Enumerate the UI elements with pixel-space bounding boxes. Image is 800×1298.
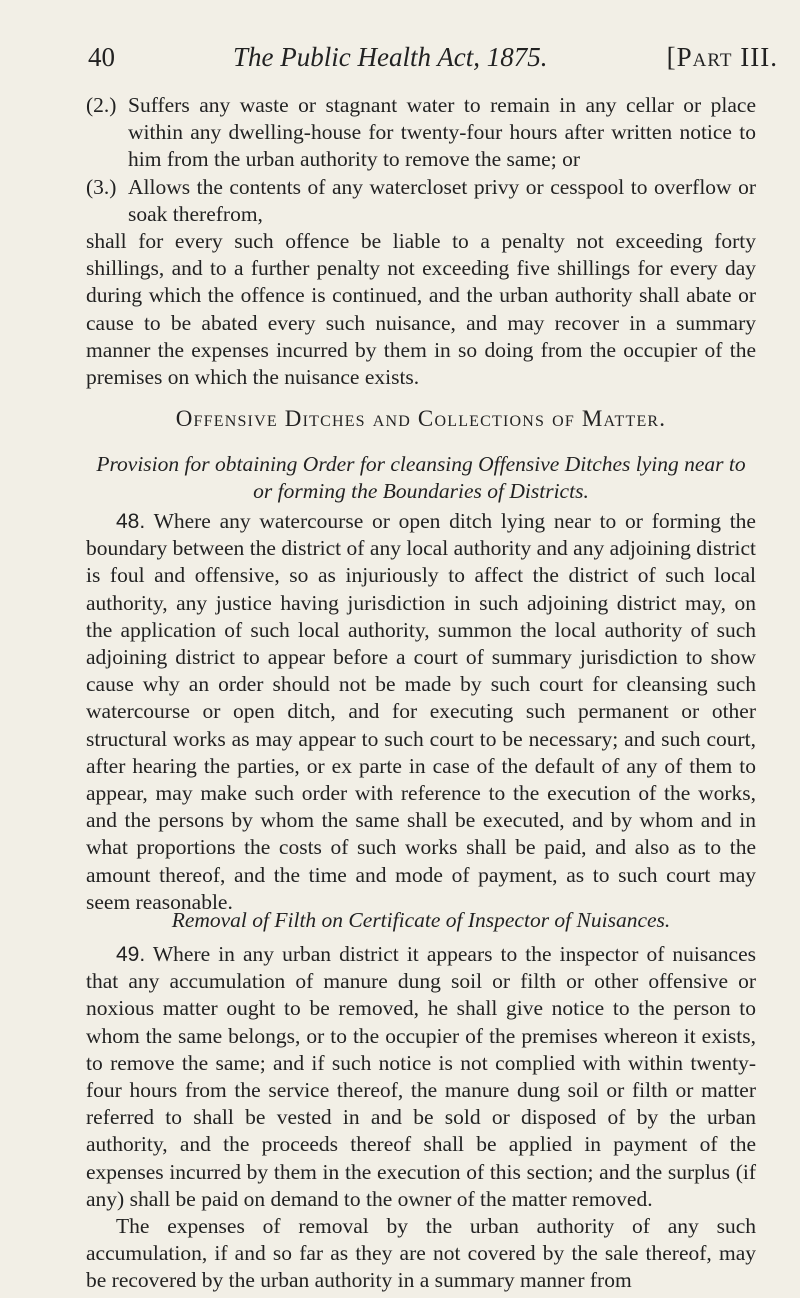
section-number: 48. xyxy=(116,510,146,533)
running-title: The Public Health Act, 1875. xyxy=(233,42,548,72)
page-number: 40 xyxy=(88,42,115,72)
clause-text: Allows the contents of any watercloset privy or cesspool to overflow or soak therefrom, xyxy=(128,174,756,226)
clause-text: Suffers any waste or stagnant water to remain in any cellar or place within any dwelling-house for twenty-four hours after written notice to him from the urban authority to remove the same; or xyxy=(128,93,756,172)
section-text: Where in any urban district it appears to the inspector of nuisances that any accumulation of manure dung soil or filth or other offensive or noxious matter ought to be removed, he shall give notice to the person to whom the same belongs, or to the occupier of the premises whereon it exists, to remove the same; and if such notice is not complied with within twenty-four hours from the service thereof, the manure dung soil or filth or matter referred to shall be vested in and be sold or disposed of by the urban authority, and the proceeds thereof shall be applied in payment of the expenses incurred by them in the execution of this section; and the surplus (if any) shall be paid on demand to the owner of the matter removed. xyxy=(86,942,756,1211)
clause-number: (2.) xyxy=(86,93,117,117)
section-49-body-2: The expenses of removal by the urban authority of any such accumulation, if and so far as they are not covered by the sale thereof, may be recovered by the urban authority in a summary manner from xyxy=(86,1214,756,1293)
section-number: 49. xyxy=(116,943,146,966)
penalty-paragraph: shall for every such offence be liable to a penalty not exceeding forty shillings, and to a further penalty not exceeding five shillings for every day during which the offence is continued, and the urban authority shall abate or cause to be abated every such nuisance, and may recover in a summary manner the expenses incurred by them in so doing from the occupier of the premises on which the nuisance exists. xyxy=(86,229,756,390)
section-heading: Offensive Ditches and Collections of Matter. xyxy=(175,406,667,431)
section-48 xyxy=(86,508,756,916)
section-48-title: Provision for obtaining Order for cleansing Offensive Ditches lying near to or forming the Boundaries of Districts. xyxy=(96,452,746,504)
section-49-title: Removal of Filth on Certificate of Inspector of Nuisances. xyxy=(171,908,671,932)
clause-2 xyxy=(86,92,756,174)
section-text: Where any watercourse or open ditch lying near to or forming the boundary between the district of any local authority and any adjoining district is foul and offensive, so as injuriously to affect the district of such local authority, any justice having jurisdiction in such adjoining district may, on the application of such local authority, summon the local authority of such adjoining district to appear before a court of summary jurisdiction to show cause why an order should not be made by such court for cleansing such watercourse or open ditch, and for executing such permanent or other structural works as may appear to such court to be necessary; and such court, after hearing the parties, or ex parte in case of the default of any of them to appear, may make such order with reference to the execution of the works, and the persons by whom the same shall be executed, and by whom and in what proportions the costs of such works shall be paid, and also as to the amount thereof, and the time and mode of payment, as to such court may seem reasonable. xyxy=(86,509,756,914)
section-49-body xyxy=(86,941,756,1213)
running-header xyxy=(88,42,778,82)
continued-clauses xyxy=(86,92,756,391)
part-label: [Part III. xyxy=(666,42,778,72)
clause-3 xyxy=(86,174,756,228)
section-48-body xyxy=(86,508,756,916)
section-49 xyxy=(86,941,756,1295)
clause-number: (3.) xyxy=(86,174,117,199)
